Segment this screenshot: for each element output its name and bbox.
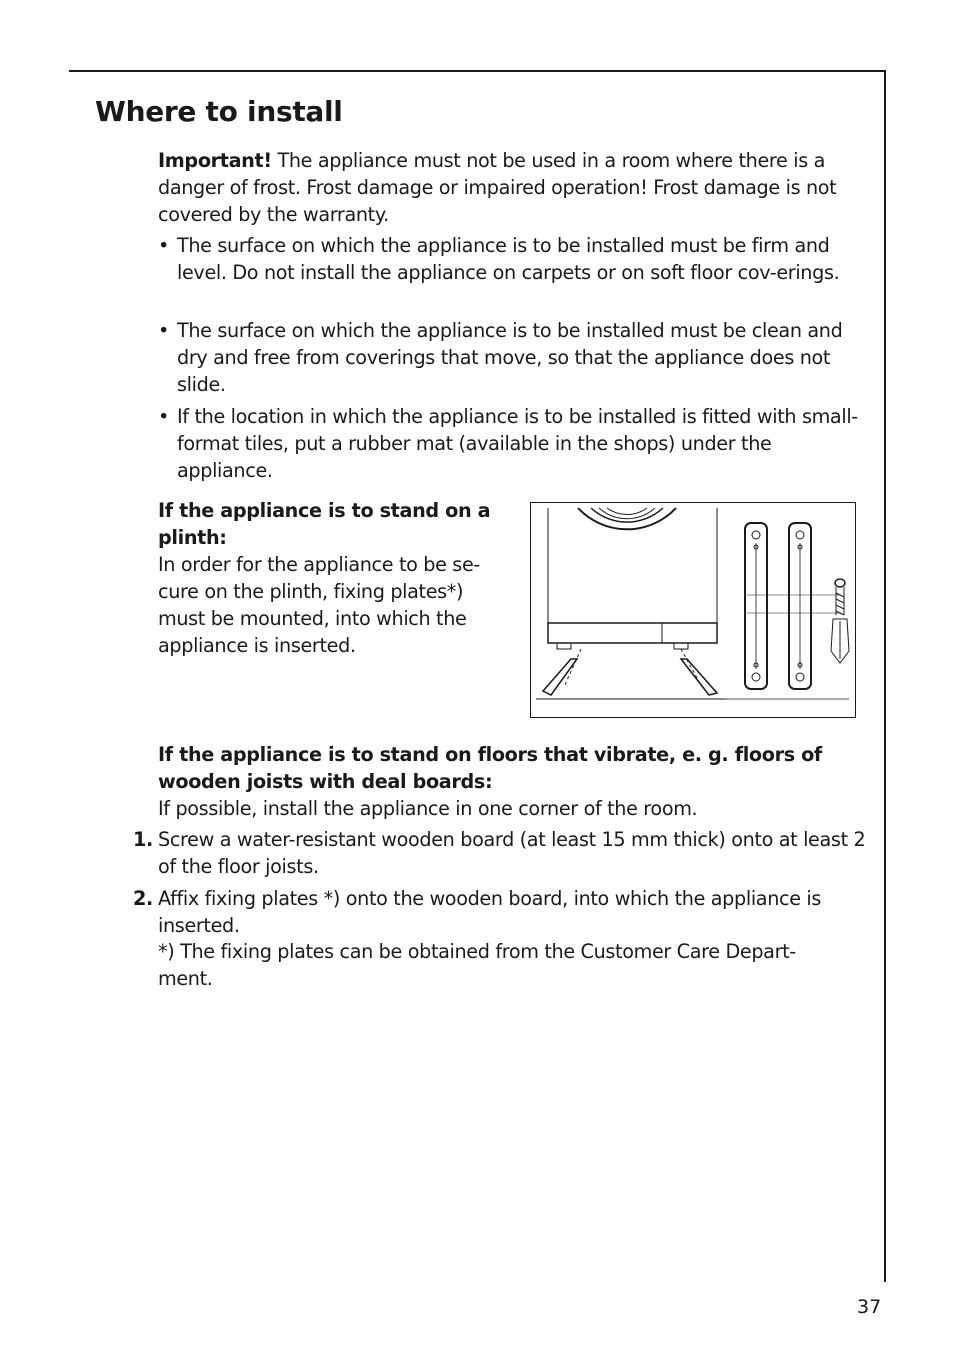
step-number: 2. xyxy=(133,887,153,910)
bullet-dot: • xyxy=(158,319,169,342)
plinth-section xyxy=(158,497,508,659)
vibrating-floor-section xyxy=(158,741,868,822)
bullet-text: The surface on which the appliance is to be installed must be clean and dry and free from coverings that move, so that the appliance does not slide. xyxy=(177,319,843,396)
vibrating-floor-heading: If the appliance is to stand on floors that vibrate, e. g. floors of wooden joists with deal boards: xyxy=(158,743,822,793)
plinth-heading: If the appliance is to stand on a plinth: xyxy=(158,499,491,549)
page-number: 37 xyxy=(857,1296,882,1318)
page-title: Where to install xyxy=(95,95,343,128)
illustration-svg xyxy=(531,503,855,717)
plinth-fixing-illustration xyxy=(530,502,856,718)
bullet-item xyxy=(158,403,868,484)
step-text: Affix fixing plates *) onto the wooden board, into which the appliance is inserted. xyxy=(158,887,822,937)
important-label: Important! xyxy=(158,149,272,172)
bullet-dot: • xyxy=(158,234,169,257)
step-number: 1. xyxy=(133,828,153,851)
bullet-item xyxy=(158,317,868,398)
important-text: The appliance must not be used in a room where there is a danger of frost. Frost damage or impaired operation! Frost damage is not covered by the warranty. xyxy=(158,149,837,226)
bullet-text: If the location in which the appliance is to be installed is fitted with small-format tiles, put a rubber mat (available in the shops) under the appliance. xyxy=(177,405,858,482)
bullet-item xyxy=(158,232,868,286)
numbered-step xyxy=(133,826,868,880)
right-rule xyxy=(884,70,886,1282)
important-paragraph xyxy=(158,147,868,228)
bullet-text: The surface on which the appliance is to be installed must be firm and level. Do not install the appliance on carpets or on soft floor cov-erings. xyxy=(177,234,840,284)
bullet-dot: • xyxy=(158,405,169,428)
plinth-text: In order for the appliance to be se-cure on the plinth, fixing plates*) must be mounted, into which the appliance is inserted. xyxy=(158,553,480,657)
numbered-step xyxy=(133,885,868,939)
footnote: *) The fixing plates can be obtained from the Customer Care Depart-ment. xyxy=(158,940,796,990)
vibrating-floor-text: If possible, install the appliance in one corner of the room. xyxy=(158,797,698,820)
top-rule xyxy=(69,70,886,72)
step-text: Screw a water-resistant wooden board (at least 15 mm thick) onto at least 2 of the floor joists. xyxy=(158,828,866,878)
